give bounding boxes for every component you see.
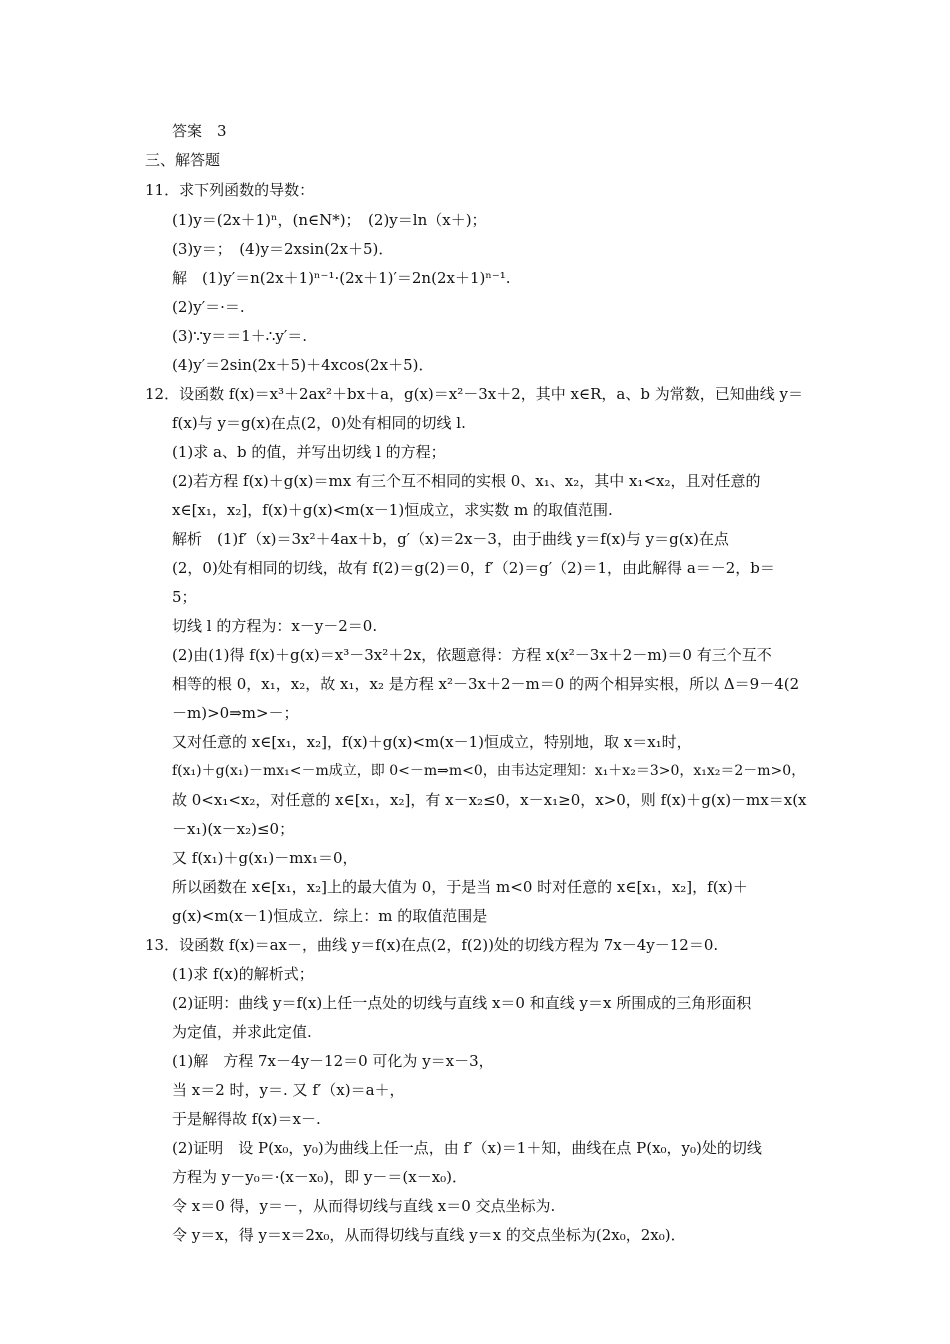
problem-12-statement-cont: f(x)与 y＝g(x)在点(2，0)处有相同的切线 l.	[172, 414, 466, 432]
problem-12-solution-line: 又 f(x₁)＋g(x₁)－mx₁＝0，	[172, 849, 358, 867]
problem-11-title: 11．求下列函数的导数：	[145, 181, 315, 199]
problem-13-part-2: (2)证明：曲线 y＝f(x)上任一点处的切线与直线 x＝0 和直线 y＝x 所围成的三角形面积	[172, 994, 752, 1012]
problem-12-solution-line: (2，0)处有相同的切线，故有 f(2)＝g(2)＝0，f′（2)＝g′（2)＝1，由此解得 a＝－2，b＝	[172, 559, 775, 577]
problem-11-solution-2: (2)y′＝·＝.	[172, 298, 245, 316]
problem-12-part-2-cont: x∈[x₁，x₂]，f(x)＋g(x)<m(x－1)恒成立，求实数 m 的取值范围.	[172, 501, 613, 519]
problem-13-solution-line: 令 x＝0 得，y＝－，从而得切线与直线 x＝0 交点坐标为.	[172, 1197, 556, 1215]
problem-13-solution-line: 方程为 y－y₀＝·(x－x₀)，即 y－＝(x－x₀)．	[172, 1168, 468, 1186]
problem-12-part-2: (2)若方程 f(x)＋g(x)＝mx 有三个互不相同的实根 0、x₁、x₂，其中 x₁<x₂，且对任意的	[172, 472, 761, 490]
problem-13-part-1: (1)求 f(x)的解析式；	[172, 965, 314, 983]
problem-13-solution-line: 于是解得故 f(x)＝x－.	[172, 1110, 321, 1128]
problem-12-solution-line: g(x)<m(x－1)恒成立．综上：m 的取值范围是	[172, 907, 488, 925]
problem-12-solution-line: －x₁)(x－x₂)≤0；	[172, 820, 295, 838]
problem-12-solution-line: 切线 l 的方程为：x－y－2＝0.	[172, 617, 378, 635]
problem-12-solution-line: 所以函数在 x∈[x₁，x₂]上的最大值为 0，于是当 m<0 时对任意的 x∈[x₁，x₂]，f(x)＋	[172, 878, 748, 896]
problem-12-solution-line: －m)>0⇒m>－；	[172, 704, 299, 722]
problem-12-solution-line: 相等的根 0，x₁，x₂，故 x₁，x₂ 是方程 x²－3x＋2－m＝0 的两个相异实根，所以 Δ＝9－4(2	[172, 675, 800, 693]
problem-12-part-1: (1)求 a、b 的值，并写出切线 l 的方程；	[172, 443, 446, 461]
problem-13-solution-line: (1)解 方程 7x－4y－12＝0 可化为 y＝x－3，	[172, 1052, 494, 1070]
problem-13-solution-line: 令 y＝x，得 y＝x＝2x₀，从而得切线与直线 y＝x 的交点坐标为(2x₀，2x₀)．	[172, 1226, 686, 1244]
problem-13-solution-line: 当 x＝2 时，y＝. 又 f′（x)＝a＋，	[172, 1081, 405, 1099]
problem-12-solution-line: 又对任意的 x∈[x₁，x₂]，f(x)＋g(x)<m(x－1)恒成立，特别地，取 x＝x₁时，	[172, 733, 692, 751]
problem-11-part-3-4: (3)y＝； (4)y＝2xsin(2x＋5)．	[172, 240, 394, 258]
problem-11-part-1-2: (1)y＝(2x＋1)ⁿ，(n∈N*)； (2)y＝ln（x＋)；	[172, 211, 487, 229]
problem-11-solution-3: (3)∵y＝＝1＋∴y′＝.	[172, 327, 308, 345]
section-heading: 三、解答题	[145, 151, 221, 169]
problem-12-solution-line: 解析 (1)f′（x)＝3x²＋4ax＋b，g′（x)＝2x－3，由于曲线 y＝f(x)与 y＝g(x)在点	[172, 530, 729, 548]
problem-12-solution-line: 5；	[172, 588, 197, 606]
problem-12-statement: 12．设函数 f(x)＝x³＋2ax²＋bx＋a，g(x)＝x²－3x＋2，其中 x∈R，a、b 为常数，已知曲线 y＝	[145, 385, 803, 403]
problem-13-statement: 13．设函数 f(x)＝ax－，曲线 y＝f(x)在点(2，f(2))处的切线方程为 7x－4y－12＝0.	[145, 936, 719, 954]
problem-13-solution-line: (2)证明 设 P(x₀，y₀)为曲线上任一点，由 f′（x)＝1＋知，曲线在点 P(x₀，y₀)处的切线	[172, 1139, 762, 1157]
answer-line: 答案 3	[172, 122, 227, 140]
problem-11-solution-1: 解 (1)y′＝n(2x＋1)ⁿ⁻¹·(2x＋1)′＝2n(2x＋1)ⁿ⁻¹.	[172, 269, 511, 287]
problem-13-part-2-cont: 为定值，并求此定值.	[172, 1023, 312, 1041]
problem-12-solution-line: f(x₁)＋g(x₁)－mx₁<－m成立，即 0<－m⇒m<0，由韦达定理知：x₁＋x₂＝3>0，x₁x₂＝2－m>0，	[172, 763, 806, 779]
problem-12-solution-line: (2)由(1)得 f(x)＋g(x)＝x³－3x²＋2x，依题意得：方程 x(x²－3x＋2－m)＝0 有三个互不	[172, 646, 772, 664]
problem-11-solution-4: (4)y′＝2sin(2x＋5)＋4xcos(2x＋5)．	[172, 356, 434, 374]
problem-12-solution-line: 故 0<x₁<x₂，对任意的 x∈[x₁，x₂]，有 x－x₂≤0，x－x₁≥0，x>0，则 f(x)＋g(x)－mx＝x(x	[172, 791, 807, 809]
